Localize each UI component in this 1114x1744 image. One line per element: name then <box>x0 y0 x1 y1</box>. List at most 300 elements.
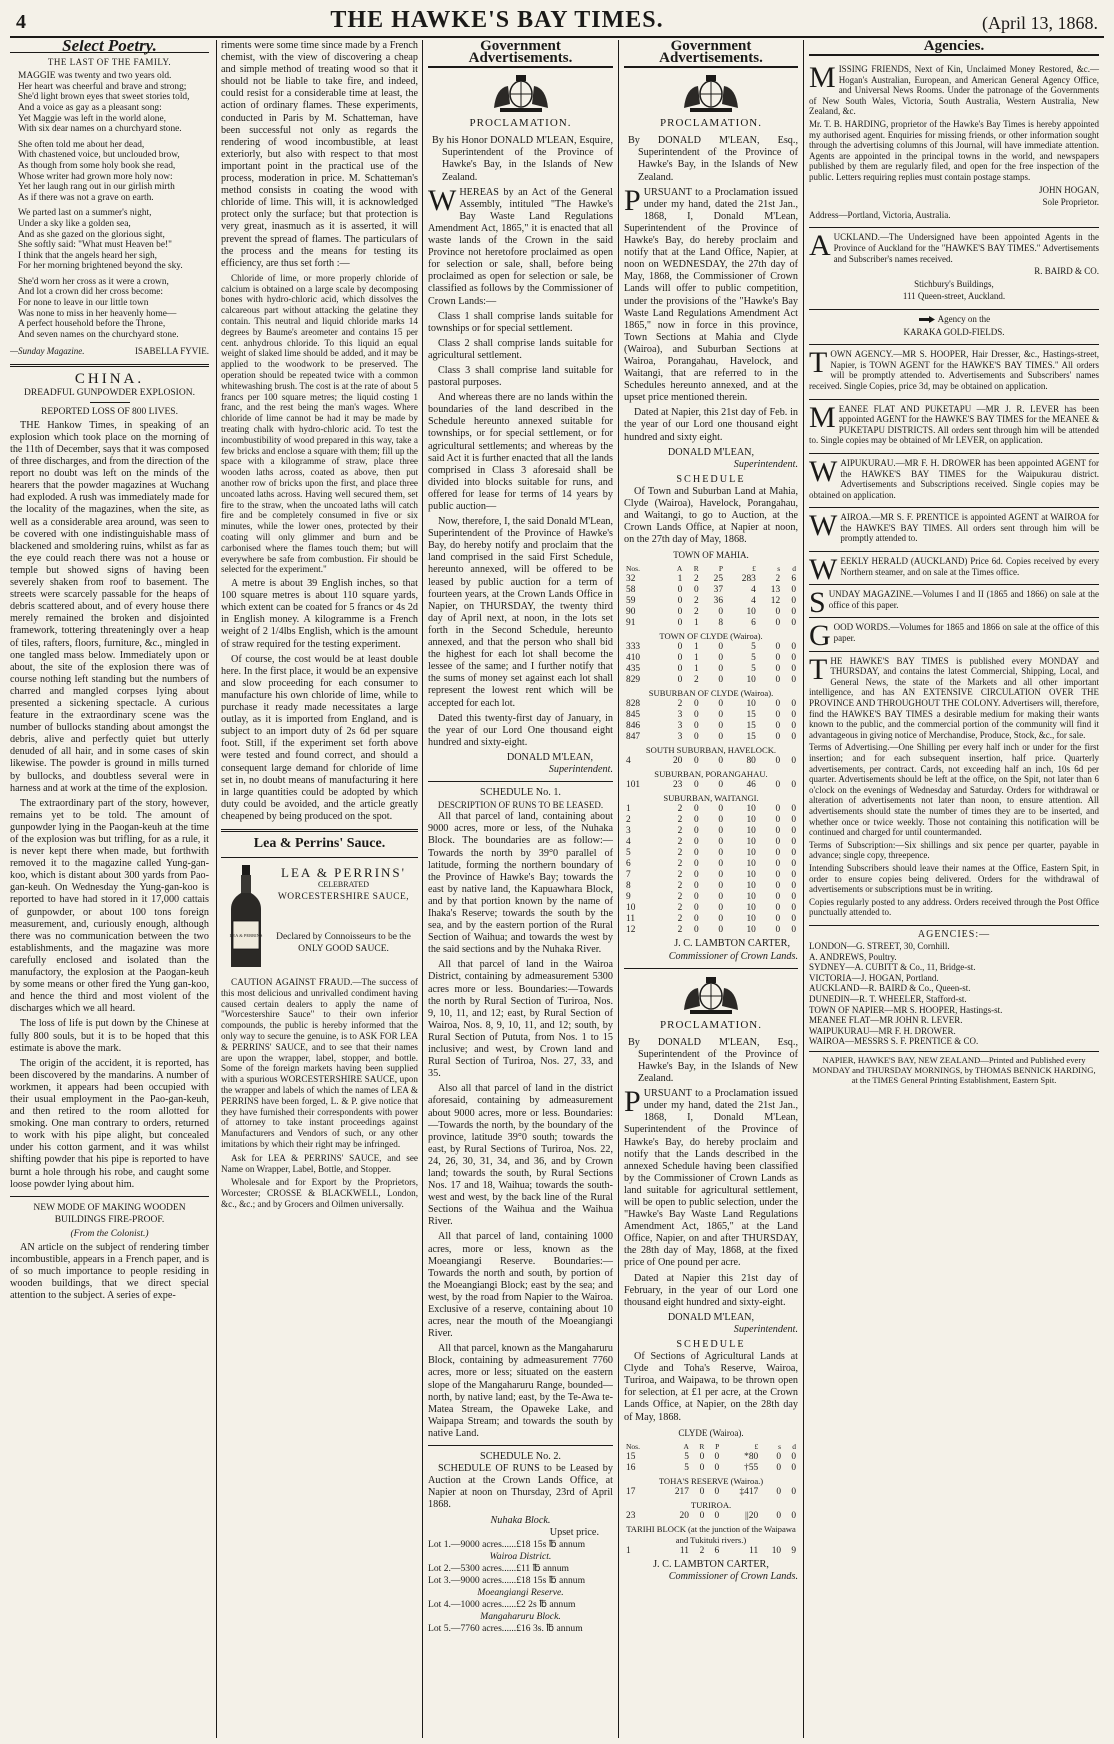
table-cell: 0 <box>775 881 781 892</box>
divider <box>90 402 130 403</box>
table-cell: 0 <box>775 675 781 686</box>
poem-line: I think that the angels heard her sigh, <box>18 250 158 261</box>
table-cell: 3 <box>677 710 683 721</box>
table-cell: 2 <box>694 607 699 618</box>
table-cell: 0 <box>677 596 683 607</box>
table-cell: 32 <box>626 574 636 585</box>
agency-list-item: WAIPUKURAU—MR F. H. DROWER. <box>809 1025 956 1036</box>
table-cell: 23 <box>672 780 683 791</box>
table-cell: 5 <box>684 1462 689 1473</box>
table-group-title: TURIROA. <box>690 1499 732 1510</box>
table-group-title: TOWN OF CLYDE (Wairoa). <box>659 631 763 642</box>
commissioner-name: J. C. LAMBTON CARTER, <box>653 1558 769 1570</box>
land-table-2 <box>624 1441 798 1557</box>
table-cell: 37 <box>713 585 724 596</box>
table-cell: 0 <box>694 699 699 710</box>
agency-ad <box>809 400 1099 454</box>
table-cell: 846 <box>626 721 641 732</box>
agency-ad-text <box>809 652 1099 741</box>
schedule-head: SCHEDULE <box>676 1339 746 1350</box>
table-cell: 25 <box>713 574 724 585</box>
table-cell: 10 <box>746 859 756 870</box>
table-cell: 10 <box>746 892 756 903</box>
proclamation-head: PROCLAMATION. <box>469 117 572 130</box>
poem-line: With six dear names on a churchyard stone. <box>18 124 182 135</box>
table-row <box>624 710 798 721</box>
table-group-row <box>624 1474 798 1487</box>
table-cell: 0 <box>694 585 699 596</box>
poem-title: THE LAST OF THE FAMILY. <box>47 57 172 68</box>
table-cell: 0 <box>791 596 796 607</box>
agency-ad-text <box>809 454 1099 500</box>
table-row <box>624 721 798 732</box>
table-cell: 0 <box>775 925 781 936</box>
table-cell: 0 <box>775 914 781 925</box>
table-cell: ||20 <box>745 1510 759 1521</box>
poem-line: She'd worn her cross as it were a crown, <box>18 276 169 287</box>
table-header-cell: £ <box>754 1441 759 1451</box>
article2-headline: NEW MODE OF MAKING WOODEN BUILDINGS FIRE-PROOF. <box>33 1202 186 1225</box>
table-header-cell: d <box>792 1441 796 1451</box>
table-cell: 0 <box>718 607 724 618</box>
table-cell: 0 <box>791 925 796 936</box>
agency-ad <box>809 310 1099 345</box>
agency-ad-body: AIROA.—MR S. F. PRENTICE is appointed AGENT at WAIROA for the HAWKE'S BAY TIMES. All orders sent through him will be promptly attended to. <box>840 512 1099 544</box>
fireproof-article <box>221 40 418 270</box>
table-cell: 36 <box>713 596 724 607</box>
table-cell: 2 <box>677 859 683 870</box>
table-cell: 0 <box>791 859 796 870</box>
table-cell: 9 <box>791 1545 796 1556</box>
schedule2-sub <box>428 1463 613 1511</box>
agency-list-item: MEANEE FLAT—MR JOHN R. LEVER. <box>809 1015 963 1026</box>
table-cell: 0 <box>775 710 781 721</box>
table-cell: 0 <box>718 653 724 664</box>
table-cell: 15 <box>746 732 756 743</box>
table-cell: 1 <box>694 664 699 675</box>
table-cell: 10 <box>746 903 756 914</box>
table-cell: 0 <box>775 664 781 675</box>
table-cell: 20 <box>672 756 683 767</box>
divider <box>428 1445 613 1446</box>
table-cell: 10 <box>746 804 756 815</box>
table-cell: 10 <box>746 925 756 936</box>
table-cell: 91 <box>626 618 636 629</box>
drop-cap: P <box>624 183 641 217</box>
table-cell: 5 <box>751 642 756 653</box>
drop-cap: M <box>809 61 836 95</box>
table-title: TOWN OF MAHIA. <box>673 550 749 561</box>
table-group-row <box>624 743 798 756</box>
lea-perrins-head: Lea & Perrins' Sauce. <box>253 835 386 851</box>
table-cell: 0 <box>775 804 781 815</box>
poem-line: For none to leave in our little town <box>18 298 149 309</box>
table-cell: 0 <box>694 721 699 732</box>
table-cell: 5 <box>626 848 631 859</box>
agency-list-item: SYDNEY—A. CUBITT & Co., 11, Bridge-st. <box>809 962 976 973</box>
fireproof-article-cont <box>221 578 418 823</box>
lea-product: WORCESTERSHIRE SAUCE, <box>277 892 410 903</box>
table-cell: 0 <box>791 699 796 710</box>
agency-ad-body: OOD WORDS.—Volumes for 1865 and 1866 on sale at the office of this paper. <box>833 622 1099 644</box>
poetry-section-head: Select Poetry. <box>10 40 209 53</box>
drop-cap: G <box>809 619 831 653</box>
table-cell: 9 <box>626 892 631 903</box>
table-cell: 0 <box>791 675 796 686</box>
table-cell: 0 <box>718 859 724 870</box>
table-cell: 0 <box>791 1462 796 1473</box>
proclamation-para: Class 3 shall comprise land suitable for pastoral purposes. <box>428 364 613 389</box>
agency-list-item: VICTORIA—J. HOGAN, Portland. <box>809 972 939 983</box>
article-paragraph: A metre is about 39 English inches, so that 100 square metres is about 110 square yards, which extent can be coated for 5 francs or 4s 2d in English money. A kilogramme is a French weight of 2 1/4lbs English, which is the amount of straw required for the testing experiment. <box>221 578 418 650</box>
poem-stanza <box>10 140 209 204</box>
schedule-head: SCHEDULE <box>676 473 746 485</box>
agency-ad <box>809 618 1099 651</box>
divider <box>10 1196 209 1197</box>
proclamation-body <box>624 183 798 444</box>
table-cell: 0 <box>775 699 781 710</box>
table-cell: 10 <box>746 815 756 826</box>
table-header-cell: P <box>715 1441 720 1451</box>
table-cell: 0 <box>718 732 724 743</box>
table-row <box>624 1511 798 1522</box>
table-cell: 0 <box>718 892 724 903</box>
poem <box>10 71 209 340</box>
schedule1-body <box>428 811 613 1440</box>
table-row <box>624 1487 798 1498</box>
table-row <box>624 848 798 859</box>
table-cell: 0 <box>775 848 781 859</box>
table-row <box>624 574 798 585</box>
table-cell: 0 <box>791 664 796 675</box>
table-cell: 0 <box>776 1451 782 1462</box>
poem-author: ISABELLA FYVIE. <box>135 346 209 357</box>
table-header-cell: A <box>683 1441 689 1451</box>
table-header-row <box>624 563 798 574</box>
government-ads-head-2: Government Advertisements. <box>624 40 798 68</box>
table-cell: 5 <box>751 664 756 675</box>
table-cell: 4 <box>626 756 631 767</box>
agency-ad-text: Intending Subscribers should leave their names at the Office, Eastern Spit, in order to ensure copies being delivered. Orders for the withdrawal of advertisements or subscriptions must be in writing. <box>809 862 1099 895</box>
imprint-footer: NAPIER, HAWKE'S BAY, NEW ZEALAND—Printed and Published every MONDAY and THURSDAY MORNINGS, by THOMAS BENNICK HARDING, at the TIMES General Printing Establishment, Eastern Spit. <box>809 1051 1099 1085</box>
table-cell: 0 <box>718 642 724 653</box>
agency-list-item: WAIROA—MESSRS S. F. PRENTICE & CO. <box>809 1036 979 1047</box>
table-row <box>624 914 798 925</box>
agency-ad-text: Terms of Advertising.—One Shilling per every half inch or under for the first insertion; and for each subsequent insertion, half price. Quarterly advertisements, per contract. Cards, not exceeding half an inch, 10s 6d per quarter. Advertisements should be left at the office, on the Spit, not later than 6 o'clock on the evenings of Wednesday and Saturday. Orders for withdrawal or alteration of advertisements not later than noon, to ensure attention. All advertisements should state the number of times they are to be inserted, and whether once or twice weekly. Those not containing this notification will be continued and charged for until countermanded. <box>809 742 1099 838</box>
poem-line: As though from some holy book she read, <box>18 160 176 171</box>
divider <box>428 781 613 782</box>
poem-line: Under a sky like a golden sea, <box>18 218 131 229</box>
table-header-cell: Nos. <box>626 564 640 574</box>
table-cell: 6 <box>751 618 756 629</box>
proclamation-para <box>428 183 613 308</box>
agencies-head: Agencies. <box>809 40 1099 56</box>
table-row <box>624 642 798 653</box>
proclamation-text: URSUANT to a Proclamation issued under my hand, dated the 21st Jan., 1868, I, Donald M'Lean, Superintendent of the Province of Hawke's Bay, do hereby proclaim and notify that the Lands described in the annexed Schedule having been classified by the Commissioner of Crown Lands as land suitable for agricultural settlement, will be open to public selection, under the "Hawke's Bay Waste Land Regulations Amendment Act, 1865," at the Land Office, Napier, on and after THURSDAY, the 28th day of May, 1868, at the fixed price of One pound per acre. <box>624 1088 798 1269</box>
table-cell: 0 <box>714 1462 720 1473</box>
table-header-cell: s <box>778 1441 782 1451</box>
table-cell: 0 <box>791 815 796 826</box>
proclamation-byline <box>428 135 613 183</box>
drop-cap: W <box>809 454 838 488</box>
proclamation-para: Now, therefore, I, the said Donald M'Lean, Superintendent of the Province of Hawke's Bay, do hereby notify and proclaim that the land comprised in the said First Schedule, hereunto annexed, will be offered to be leased by public auction for a term of fourteen years, at the Crown Lands Office in Napier, on THURSDAY, the twenty third day of April next, at noon, in the lots set forth in the Second Schedule, hereunto annexed, and that the person who shall bid the highest for each lot shall become the lessee of the same; and I further notify that the sums of money set against each lot shall represent the lowest rent which will be accepted for each lot. <box>428 516 613 709</box>
table-cell: 0 <box>791 837 796 848</box>
table-row <box>624 859 798 870</box>
article-paragraph: The extraordinary part of the story, however, remains yet to be told. The amount of gunpowder lying in the Paogan-keuh at the time of the explosion was but trifling, for as a rule, it is never kept there when made, but forthwith removed it to the magazine called Yung-gan-koo, which is distant about 300 yards from Pao-gan-keuh. On Wednesday the Yung-gan-koo is reported to have had stored in it 17,000 cattais of gunpowder, or about 100 tons foreign measurement, and, curiously enough, although there was no communication between the two establishments, and the magazine was more carefully enclosed and isolated than the manufactory, the explosion at the Paogan-keuh by some means or other fired the Yung gan-koo, and hence the third and most violent of the discharges which we all heard. <box>10 797 209 1015</box>
agency-ad-text <box>809 619 1099 653</box>
table-cell: 0 <box>718 903 724 914</box>
table-cell: 845 <box>626 710 641 721</box>
table-cell: 2 <box>677 925 683 936</box>
royal-coat-of-arms-icon <box>676 72 746 114</box>
table-row <box>624 1546 798 1557</box>
agency-ad-text: JOHN HOGAN, <box>1039 184 1099 195</box>
agency-list-item: LONDON—G. STREET, 30, Cornhill. <box>809 940 950 951</box>
table-cell: 333 <box>626 642 641 653</box>
poem-signature <box>10 345 209 357</box>
table-cell: 10 <box>746 675 756 686</box>
table-cell: 0 <box>791 721 796 732</box>
schedule1-head: SCHEDULE No. 1. <box>480 787 561 799</box>
table-cell: 5 <box>684 1451 689 1462</box>
table-cell: 0 <box>694 892 699 903</box>
table-group-row <box>624 767 798 780</box>
table-cell: 0 <box>714 1510 720 1521</box>
table-group-title: SUBURBAN, PORANGAHAU. <box>654 769 768 780</box>
table-cell: 2 <box>677 903 683 914</box>
table-row <box>624 607 798 618</box>
agency-list-item: DUNEDIN—R. T. WHEELER, Stafford-st. <box>809 993 967 1004</box>
agency-ad-text: Stichbury's Buildings, <box>914 278 994 289</box>
table-cell: 0 <box>718 780 724 791</box>
drop-cap: M <box>809 400 836 434</box>
table-cell: 0 <box>776 1462 782 1473</box>
table-row <box>624 675 798 686</box>
table-cell: 10 <box>746 607 756 618</box>
article-paragraph: The loss of life is put down by the Chinese at fully 800 souls, but it is to be hoped that this estimate is above the mark. <box>10 1018 209 1054</box>
table-cell: 410 <box>626 653 641 664</box>
agency-ad-text <box>809 61 1099 117</box>
table-cell: 0 <box>791 618 796 629</box>
columns <box>10 40 1104 1740</box>
quote-block <box>221 273 418 575</box>
table-cell: 0 <box>776 1510 782 1521</box>
table-cell: 6 <box>714 1545 720 1556</box>
table-cell: 0 <box>791 780 796 791</box>
agency-list-item: TOWN OF NAPIER—MR S. HOOPER, Hastings-st. <box>809 1004 1003 1015</box>
table-cell: 12 <box>626 925 636 936</box>
lot-block-name: Moeangiangi Reserve. <box>477 1587 564 1599</box>
table-row <box>624 732 798 743</box>
poem-line: As if there was not a grave on earth. <box>18 192 154 203</box>
agency-ad <box>809 228 1099 310</box>
table-row <box>624 699 798 710</box>
table-cell: 0 <box>791 870 796 881</box>
table-row <box>624 815 798 826</box>
table-group-title: TARIHI BLOCK (at the junction of the Waipawa and Tukituki rivers.) <box>626 1523 796 1545</box>
poem-line: Yet her laugh rang out in our girlish mirth <box>18 182 175 193</box>
agency-ad <box>809 345 1099 399</box>
table-cell: 0 <box>718 710 724 721</box>
agency-ad-body: EEKLY HERALD (AUCKLAND) Price 6d. Copies received by every Northern steamer, and on sale at the Times office. <box>840 556 1099 577</box>
table-cell: 0 <box>791 892 796 903</box>
table-row <box>624 756 798 767</box>
schedule2-head: SCHEDULE No. 2. <box>480 1451 561 1463</box>
proclamation-byline <box>624 1037 798 1085</box>
table-cell: 829 <box>626 675 641 686</box>
drop-cap: P <box>624 1085 641 1119</box>
table-cell: 0 <box>714 1486 720 1497</box>
poem-line: She'd light brown eyes that sweet stories told, <box>18 92 190 103</box>
table-cell: 10 <box>746 848 756 859</box>
table-row <box>624 925 798 936</box>
table-cell: 0 <box>775 837 781 848</box>
table-cell: 10 <box>626 903 636 914</box>
table-cell: 0 <box>677 653 683 664</box>
table-cell: 0 <box>791 826 796 837</box>
table-cell: 7 <box>626 870 631 881</box>
table-group-row <box>624 629 798 642</box>
poem-line: She often told me about her dead, <box>18 139 145 150</box>
sauce-bottle-illustration <box>225 863 267 971</box>
table-cell: 17 <box>626 1486 636 1497</box>
table-cell: 0 <box>791 914 796 925</box>
lea-perrins-text <box>269 867 418 955</box>
poem-line: With chastened voice, but unclouded brow, <box>18 150 180 161</box>
table-cell: 101 <box>626 780 641 791</box>
table-cell: 58 <box>626 585 636 596</box>
proclamation-byline <box>624 135 798 183</box>
table-cell: 0 <box>775 607 781 618</box>
drop-cap: W <box>809 509 838 543</box>
table-cell: 16 <box>626 1462 636 1473</box>
article-paragraph: The origin of the accident, it is reported, has been discovered by the mandarins. A number of workmen, it appears had been occupied with their usual employment in the Pao-gan-keuh, and then retired to the room allotted for smoking. One man contrary to orders, returned to work with his pipe alight, but concealed under his cotton garment, and it was whilst shifting powder that his pipe is reported to have burnt a hole through his robe, and caught some loose powder lying about him. <box>10 1057 209 1190</box>
table-cell: 283 <box>741 574 756 585</box>
table-cell: 46 <box>746 780 756 791</box>
signer-name: DONALD M'LEAN, <box>506 751 593 763</box>
table-cell: 0 <box>791 585 796 596</box>
poem-stanza <box>10 208 209 272</box>
table-cell: 2 <box>694 596 699 607</box>
table-cell: 0 <box>791 804 796 815</box>
agency-ad <box>809 454 1099 508</box>
table-cell: 0 <box>694 756 699 767</box>
table-cell: 0 <box>775 653 781 664</box>
table-cell: 1 <box>694 642 699 653</box>
poem-line: Yet Maggie was left in the world alone, <box>18 113 166 124</box>
table-cell: 0 <box>718 848 724 859</box>
table-cell: 2 <box>677 881 683 892</box>
table-cell: 12 <box>770 596 781 607</box>
table-cell: 8 <box>718 618 724 629</box>
table-title: CLYDE (Wairoa). <box>678 1427 744 1438</box>
signer-title: Superintendent. <box>733 1323 798 1335</box>
table-cell: 11 <box>749 1545 759 1556</box>
article-paragraph: Of course, the cost would be at least double here. In the first place, it would be an expensive and slow proceeding for each consumer to manufacture his own chloride of lime, while to purchase it ready made necessitates a large outlay, as it is imported from England, and is subject to an import duty of 2s 6d per square foot. Still, if the experiment set forth above were tested and found correct, and should a consequent large demand for chloride of lime set in, no doubt means of manufacturing it here in large quantities could be adopted by which duty could be avoided, and the article greatly cheapened by being produced on the spot. <box>221 653 418 822</box>
table-row <box>624 881 798 892</box>
table-header-cell: £ <box>752 564 756 574</box>
table-cell: 2 <box>677 892 683 903</box>
table-cell: 90 <box>626 607 636 618</box>
article-subhead-2: REPORTED LOSS OF 800 LIVES. <box>41 406 178 417</box>
agency-ad-body: UNDAY MAGAZINE.—Volumes I and II (1865 and 1866) on sale at the office of this paper. <box>828 589 1099 610</box>
table-row <box>624 870 798 881</box>
proclamation-para <box>624 183 798 405</box>
agency-ad-text <box>809 586 1099 620</box>
lea-caution: CAUTION AGAINST FRAUD.—The success of this most delicious and unrivalled condiment having caused certain dealers to apply the name of "Worcestershire Sauce" to their own inferior compounds, the public is hereby informed that the only way to secure the genuine, is to ASK FOR LEA & PERRINS' SAUCE, and to see that their names are upon the wrapper, label, stopper, and bottle. Some of the foreign markets having been supplied with a spurious WORCESTERSHIRE SAUCE, upon the wrapper and labels of which the names of LEA & PERRINS have been forged, L. & P. give notice that they have furnished their correspondents with power of attorney to take instant proceedings against Manufacturers and Vendors of such, or any other imitations by which their right may be infringed. <box>221 977 418 1150</box>
schedule-desc <box>624 1351 798 1424</box>
page-number: 4 <box>16 11 26 33</box>
table-cell: 3 <box>677 732 683 743</box>
table-cell: 0 <box>718 925 724 936</box>
article-subhead: DREADFUL GUNPOWDER EXPLOSION. <box>24 387 195 398</box>
table-row <box>624 585 798 596</box>
proclamation-head: PROCLAMATION. <box>660 117 762 130</box>
agency-ad-text <box>809 346 1099 391</box>
agencies-list <box>809 941 1099 1047</box>
table-cell: 1 <box>677 574 683 585</box>
table-cell: 8 <box>626 881 631 892</box>
table-row <box>624 903 798 914</box>
table-cell: 0 <box>775 756 781 767</box>
table-row <box>624 664 798 675</box>
table-cell: 23 <box>626 1510 636 1521</box>
table-cell: 4 <box>626 837 631 848</box>
table-cell: 11 <box>679 1545 689 1556</box>
table-cell: 0 <box>791 848 796 859</box>
lot-row: Lot 3.—9000 acres......£18 15s ℔ annum <box>428 1574 586 1586</box>
table-cell: 0 <box>718 664 724 675</box>
agency-ad-text: Address—Portland, Victoria, Australia. <box>809 209 951 220</box>
issue-date: (April 13, 1868. <box>982 13 1098 33</box>
agency-ad <box>809 552 1099 585</box>
table-cell: 0 <box>791 732 796 743</box>
table-cell: 0 <box>791 607 796 618</box>
schedule1-sub: DESCRIPTION OF RUNS TO BE LEASED. <box>437 800 604 811</box>
table-cell: 0 <box>694 710 699 721</box>
table-cell: 0 <box>718 815 724 826</box>
agency-ad-text: Copies regularly posted to any address. Orders received through the Post Office punctually attended to. <box>809 896 1099 918</box>
table-cell: 2 <box>677 837 683 848</box>
table-cell: 10 <box>746 870 756 881</box>
commissioner-title: Commissioner of Crown Lands. <box>668 1570 798 1582</box>
table-group-title: TOHA'S RESERVE (Wairoa.) <box>658 1475 764 1486</box>
table-cell: 3 <box>677 721 683 732</box>
table-cell: 2 <box>677 699 683 710</box>
table-cell: 0 <box>775 892 781 903</box>
table-cell: 0 <box>694 925 699 936</box>
poem-source: —Sunday Magazine. <box>10 346 85 357</box>
table-cell: 2 <box>677 870 683 881</box>
agencies-list-head: AGENCIES:— <box>917 928 991 940</box>
table-row <box>624 804 798 815</box>
table-header-cell: Nos. <box>626 1441 640 1451</box>
agency-ad-text <box>809 509 1099 544</box>
poem-line: Was none to miss in her heavenly home— <box>18 308 177 319</box>
agency-ad-body: EANEE FLAT AND PUKETAPU —MR J. R. LEVER has been appointed AGENT for the HAWKE'S BAY TIMES for the MEANEE & PUKETAPU DISTRICTS. All orders sent through him will be attended to. Single copies may be obtained of Mr LEVER, on application. <box>809 403 1099 446</box>
table-cell: 828 <box>626 699 641 710</box>
poem-line: MAGGIE was twenty and two years old. <box>18 71 172 82</box>
poem-stanza <box>10 71 209 135</box>
table-cell: 0 <box>694 826 699 837</box>
agency-ad-body: OWN AGENCY.—MR S. HOOPER, Hair Dresser, &c., Hastings-street, Napier, is TOWN AGENT for the HAWKE'S BAY TIMES." All orders will be promptly attended to. Advertisements and Subscribers' names received. Single Copies, price 3d, may be obtained on application. <box>809 349 1099 391</box>
table-cell: 435 <box>626 664 641 675</box>
schedule-desc-text: Of Town and Suburban Land at Mahia, Clyde (Wairoa), Havelock, Porangahau, and Waitangi, to go to Auction, at the Crown Lands Office, at Napier at noon, on the 27th day of May, 1868. <box>624 485 798 546</box>
schedule2-sub-text: SCHEDULE OF RUNS to be Leased by Auction at the Crown Lands Office, at Napier at noon on Thursday, 23rd of April 1868. <box>428 1463 613 1511</box>
table-cell: 0 <box>677 664 683 675</box>
table-row <box>624 780 798 791</box>
table-cell: 0 <box>791 1486 796 1497</box>
